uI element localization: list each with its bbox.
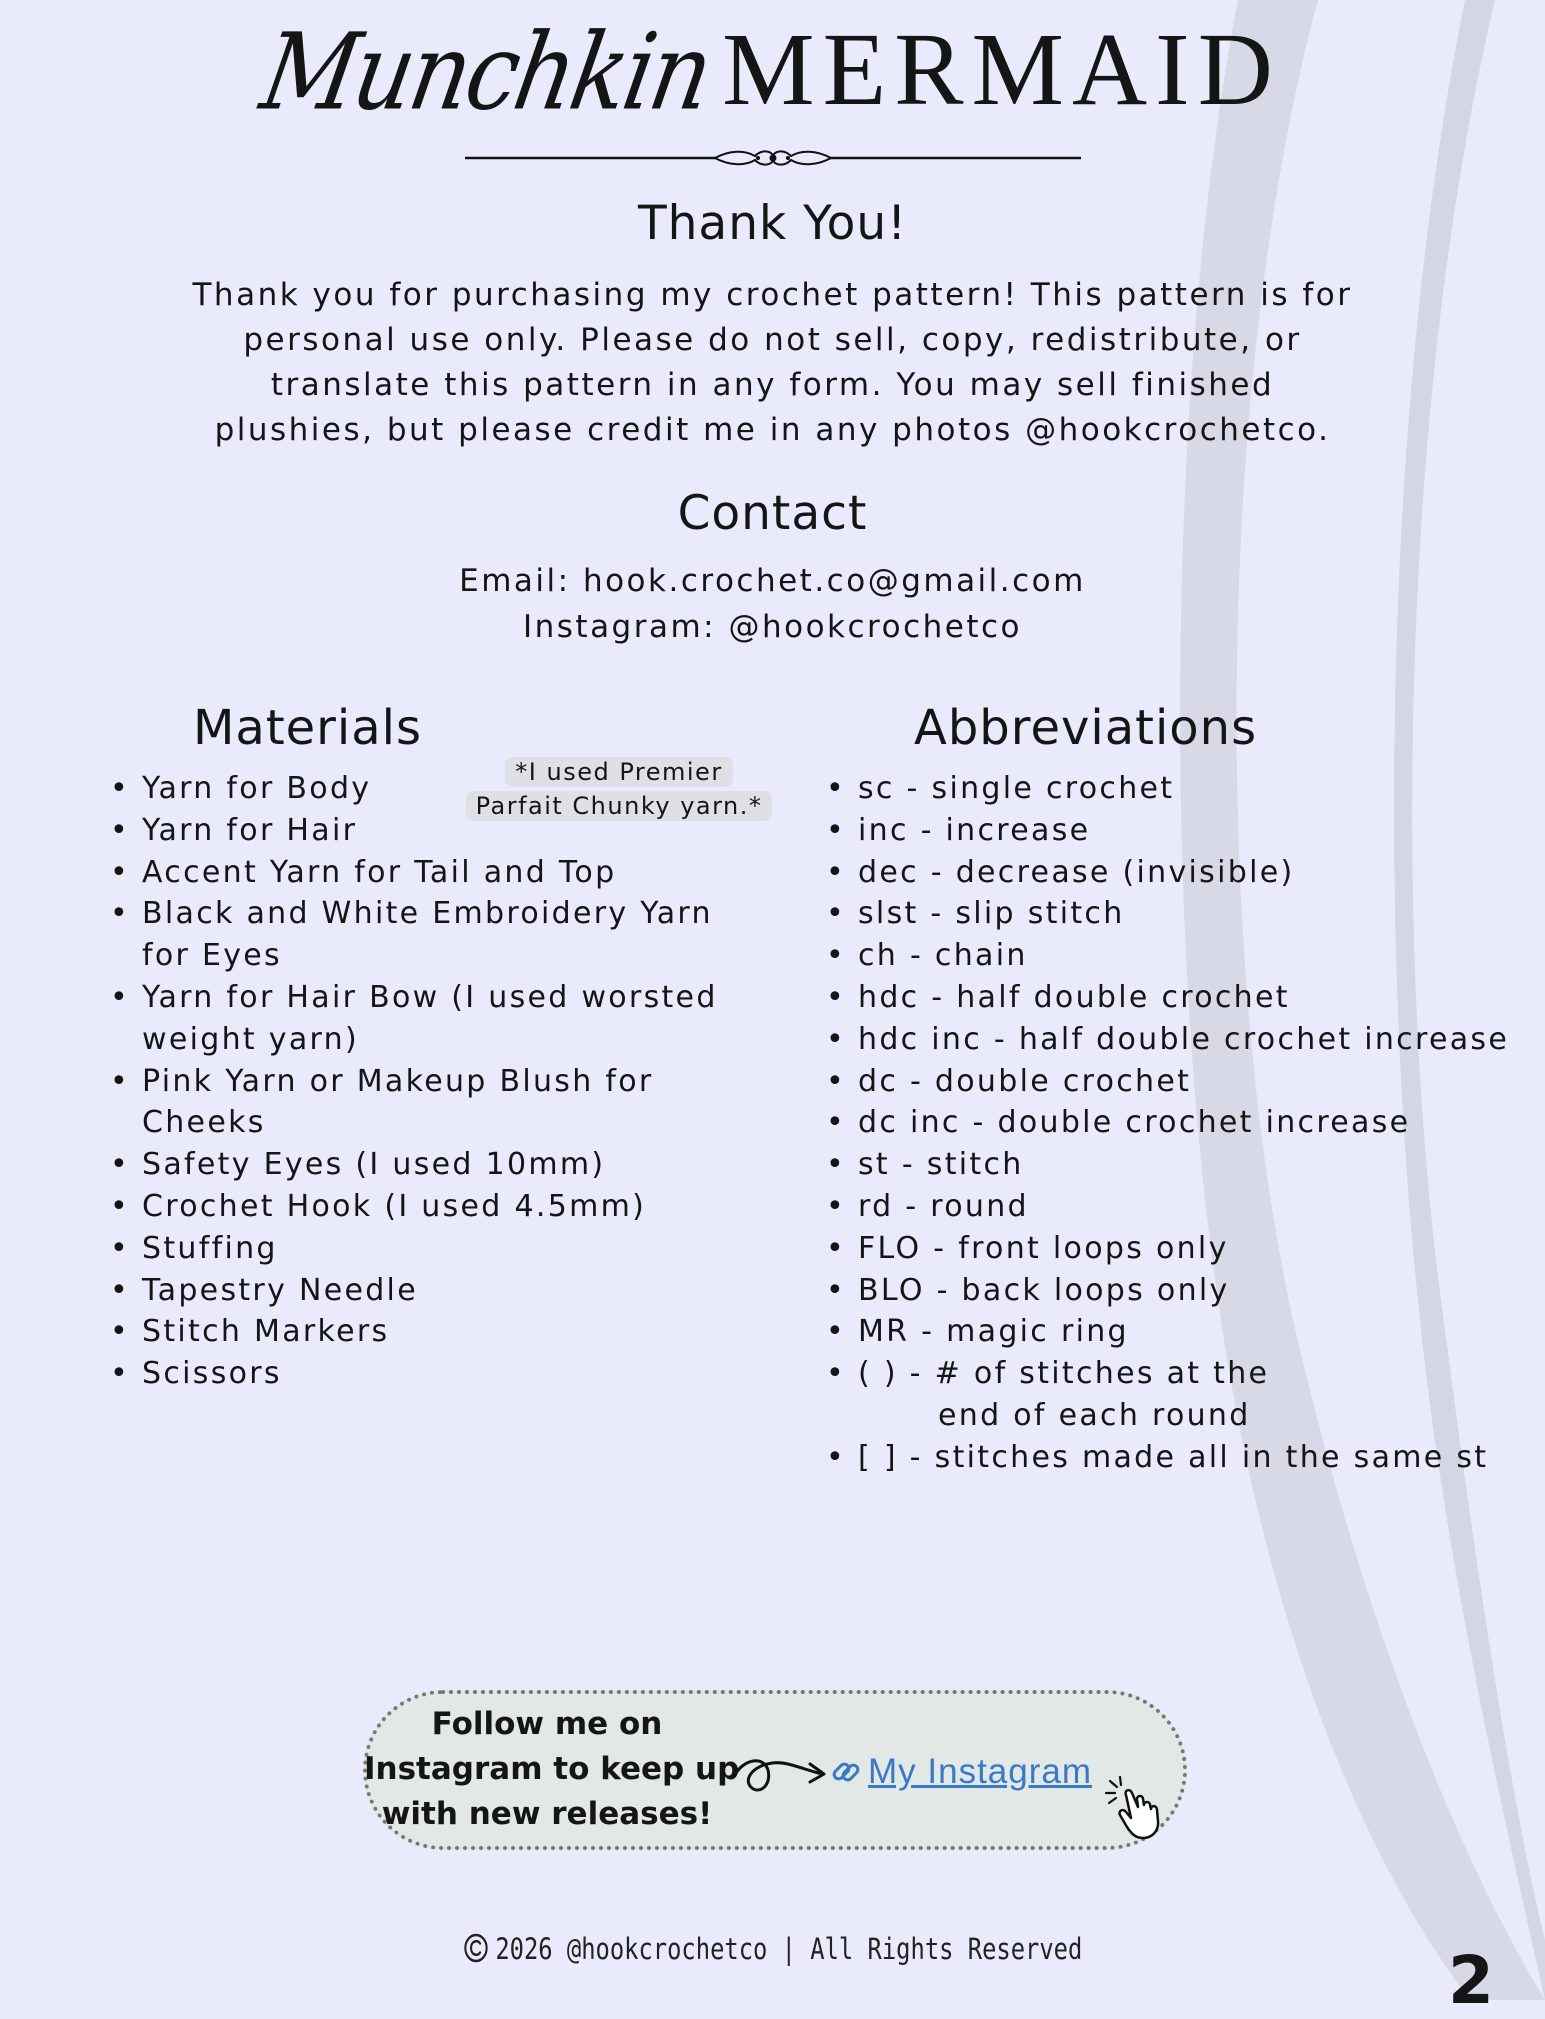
materials-item-text: Accent Yarn for Tail and Top bbox=[142, 854, 617, 890]
footer-text: 2026 @hookcrochetco | All Rights Reserved bbox=[495, 1932, 1083, 1966]
abbreviation-item bbox=[826, 1270, 1526, 1312]
yarn-note-line: *I used Premier bbox=[505, 757, 732, 787]
abbreviation-item bbox=[826, 893, 1526, 935]
abbreviation-item-text: MR - magic ring bbox=[858, 1314, 1129, 1350]
follow-text bbox=[364, 1702, 740, 1837]
materials-heading: Materials bbox=[193, 700, 423, 756]
abbreviation-item bbox=[826, 977, 1526, 1019]
abbreviation-item bbox=[826, 1437, 1526, 1479]
contact-email: Email: hook.crochet.co@gmail.com bbox=[459, 563, 1086, 599]
abbreviation-item-text: [ ] - stitches made all in the same st bbox=[858, 1439, 1489, 1475]
materials-item bbox=[110, 1144, 750, 1186]
abbreviation-item-text: FLO - front loops only bbox=[858, 1230, 1229, 1266]
abbreviation-item bbox=[826, 1019, 1526, 1061]
abbreviation-item-text: inc - increase bbox=[858, 812, 1091, 848]
abbreviation-item-text: ch - chain bbox=[858, 938, 1028, 974]
abbreviation-item bbox=[826, 810, 1526, 852]
title-script: Munchkin bbox=[253, 10, 719, 135]
materials-item bbox=[110, 1228, 750, 1270]
abbreviation-item-text: dec - decrease (invisible) bbox=[858, 854, 1295, 890]
materials-item-text: Yarn for Hair Bow (I used worsted bbox=[142, 979, 718, 1015]
abbreviation-item-text: ( ) - # of stitches at the bbox=[858, 1356, 1270, 1392]
thank-you-line: plushies, but please credit me in any photos @hookcrochetco. bbox=[214, 412, 1331, 448]
follow-line: Instagram to keep up bbox=[364, 1751, 740, 1787]
materials-item-text: for Eyes bbox=[142, 938, 282, 974]
thank-you-line: personal use only. Please do not sell, copy, redistribute, or bbox=[243, 322, 1302, 358]
page-title bbox=[0, 10, 1545, 135]
thank-you-text bbox=[130, 273, 1415, 453]
thank-you-line: translate this pattern in any form. You may sell finished bbox=[270, 367, 1275, 403]
materials-item-text: Tapestry Needle bbox=[142, 1272, 418, 1308]
materials-item bbox=[110, 1353, 750, 1395]
materials-item bbox=[110, 1270, 750, 1312]
abbreviation-item-text: slst - slip stitch bbox=[858, 896, 1125, 932]
abbreviation-item bbox=[826, 1353, 1526, 1437]
abbreviations-list bbox=[826, 768, 1526, 1479]
materials-item-text: Safety Eyes (I used 10mm) bbox=[142, 1147, 606, 1183]
materials-item bbox=[110, 977, 750, 1061]
follow-line: with new releases! bbox=[381, 1796, 713, 1832]
materials-item-text: Yarn for Hair bbox=[142, 812, 358, 848]
title-caps: MERMAID bbox=[722, 12, 1281, 127]
abbreviation-item bbox=[826, 1228, 1526, 1270]
materials-item-text: Pink Yarn or Makeup Blush for bbox=[142, 1063, 654, 1099]
abbreviation-item bbox=[826, 1186, 1526, 1228]
abbreviation-item bbox=[826, 768, 1526, 810]
abbreviation-item-text: hdc - half double crochet bbox=[858, 979, 1290, 1015]
pointer-hand-icon bbox=[1104, 1775, 1174, 1841]
abbreviation-item-text: end of each round bbox=[938, 1397, 1251, 1433]
yarn-note-line: Parfait Chunky yarn.* bbox=[466, 791, 773, 821]
link-icon bbox=[828, 1754, 864, 1790]
materials-item-text: Yarn for Body bbox=[142, 771, 372, 806]
materials-list bbox=[110, 768, 750, 1395]
abbreviation-item bbox=[826, 1102, 1526, 1144]
contact-heading: Contact bbox=[677, 486, 868, 541]
abbreviation-item-text: dc - double crochet bbox=[858, 1063, 1192, 1099]
materials-item-text: Cheeks bbox=[142, 1105, 266, 1141]
follow-line: Follow me on bbox=[431, 1706, 663, 1742]
abbreviation-item-text: rd - round bbox=[858, 1188, 1029, 1224]
contact-instagram: Instagram: @hookcrochetco bbox=[522, 609, 1023, 645]
abbreviation-item-text: st - stitch bbox=[858, 1147, 1024, 1183]
thank-you-line: Thank you for purchasing my crochet pattern! This pattern is for bbox=[192, 277, 1353, 313]
materials-item-text: Stitch Markers bbox=[142, 1314, 390, 1350]
contact-info bbox=[0, 558, 1545, 650]
abbreviation-item bbox=[826, 1144, 1526, 1186]
instagram-link-label[interactable]: My Instagram bbox=[868, 1752, 1092, 1791]
abbreviation-item bbox=[826, 1311, 1526, 1353]
materials-item-text: Black and White Embroidery Yarn bbox=[142, 896, 713, 932]
abbreviation-item-text: BLO - back loops only bbox=[858, 1272, 1230, 1308]
abbreviation-item-text: dc inc - double crochet increase bbox=[858, 1105, 1411, 1141]
instagram-link[interactable] bbox=[828, 1752, 1092, 1792]
abbreviation-item-text: hdc inc - half double crochet increase bbox=[858, 1021, 1510, 1057]
thank-you-heading: Thank You! bbox=[637, 196, 908, 251]
materials-item bbox=[110, 893, 750, 977]
abbreviation-item-text: sc - single crochet bbox=[858, 771, 1175, 806]
materials-item-text: Stuffing bbox=[142, 1230, 278, 1266]
page-number: 2 bbox=[1448, 1942, 1494, 2019]
abbreviations-heading: Abbreviations bbox=[914, 700, 1258, 756]
materials-item bbox=[110, 1186, 750, 1228]
materials-item-text: Scissors bbox=[142, 1356, 282, 1392]
materials-item bbox=[110, 852, 750, 894]
materials-item bbox=[110, 810, 750, 852]
abbreviation-item bbox=[826, 935, 1526, 977]
materials-item bbox=[110, 1061, 750, 1145]
materials-item-text: weight yarn) bbox=[142, 1021, 359, 1057]
footer bbox=[139, 1932, 1406, 1966]
materials-item bbox=[110, 768, 750, 810]
copyright-icon bbox=[463, 1932, 489, 1964]
abbreviation-item bbox=[826, 852, 1526, 894]
ornament-divider bbox=[465, 150, 1081, 166]
materials-item bbox=[110, 1311, 750, 1353]
abbreviation-item bbox=[826, 1061, 1526, 1103]
curly-arrow-icon bbox=[730, 1746, 830, 1802]
materials-item-text: Crochet Hook (I used 4.5mm) bbox=[142, 1188, 647, 1224]
